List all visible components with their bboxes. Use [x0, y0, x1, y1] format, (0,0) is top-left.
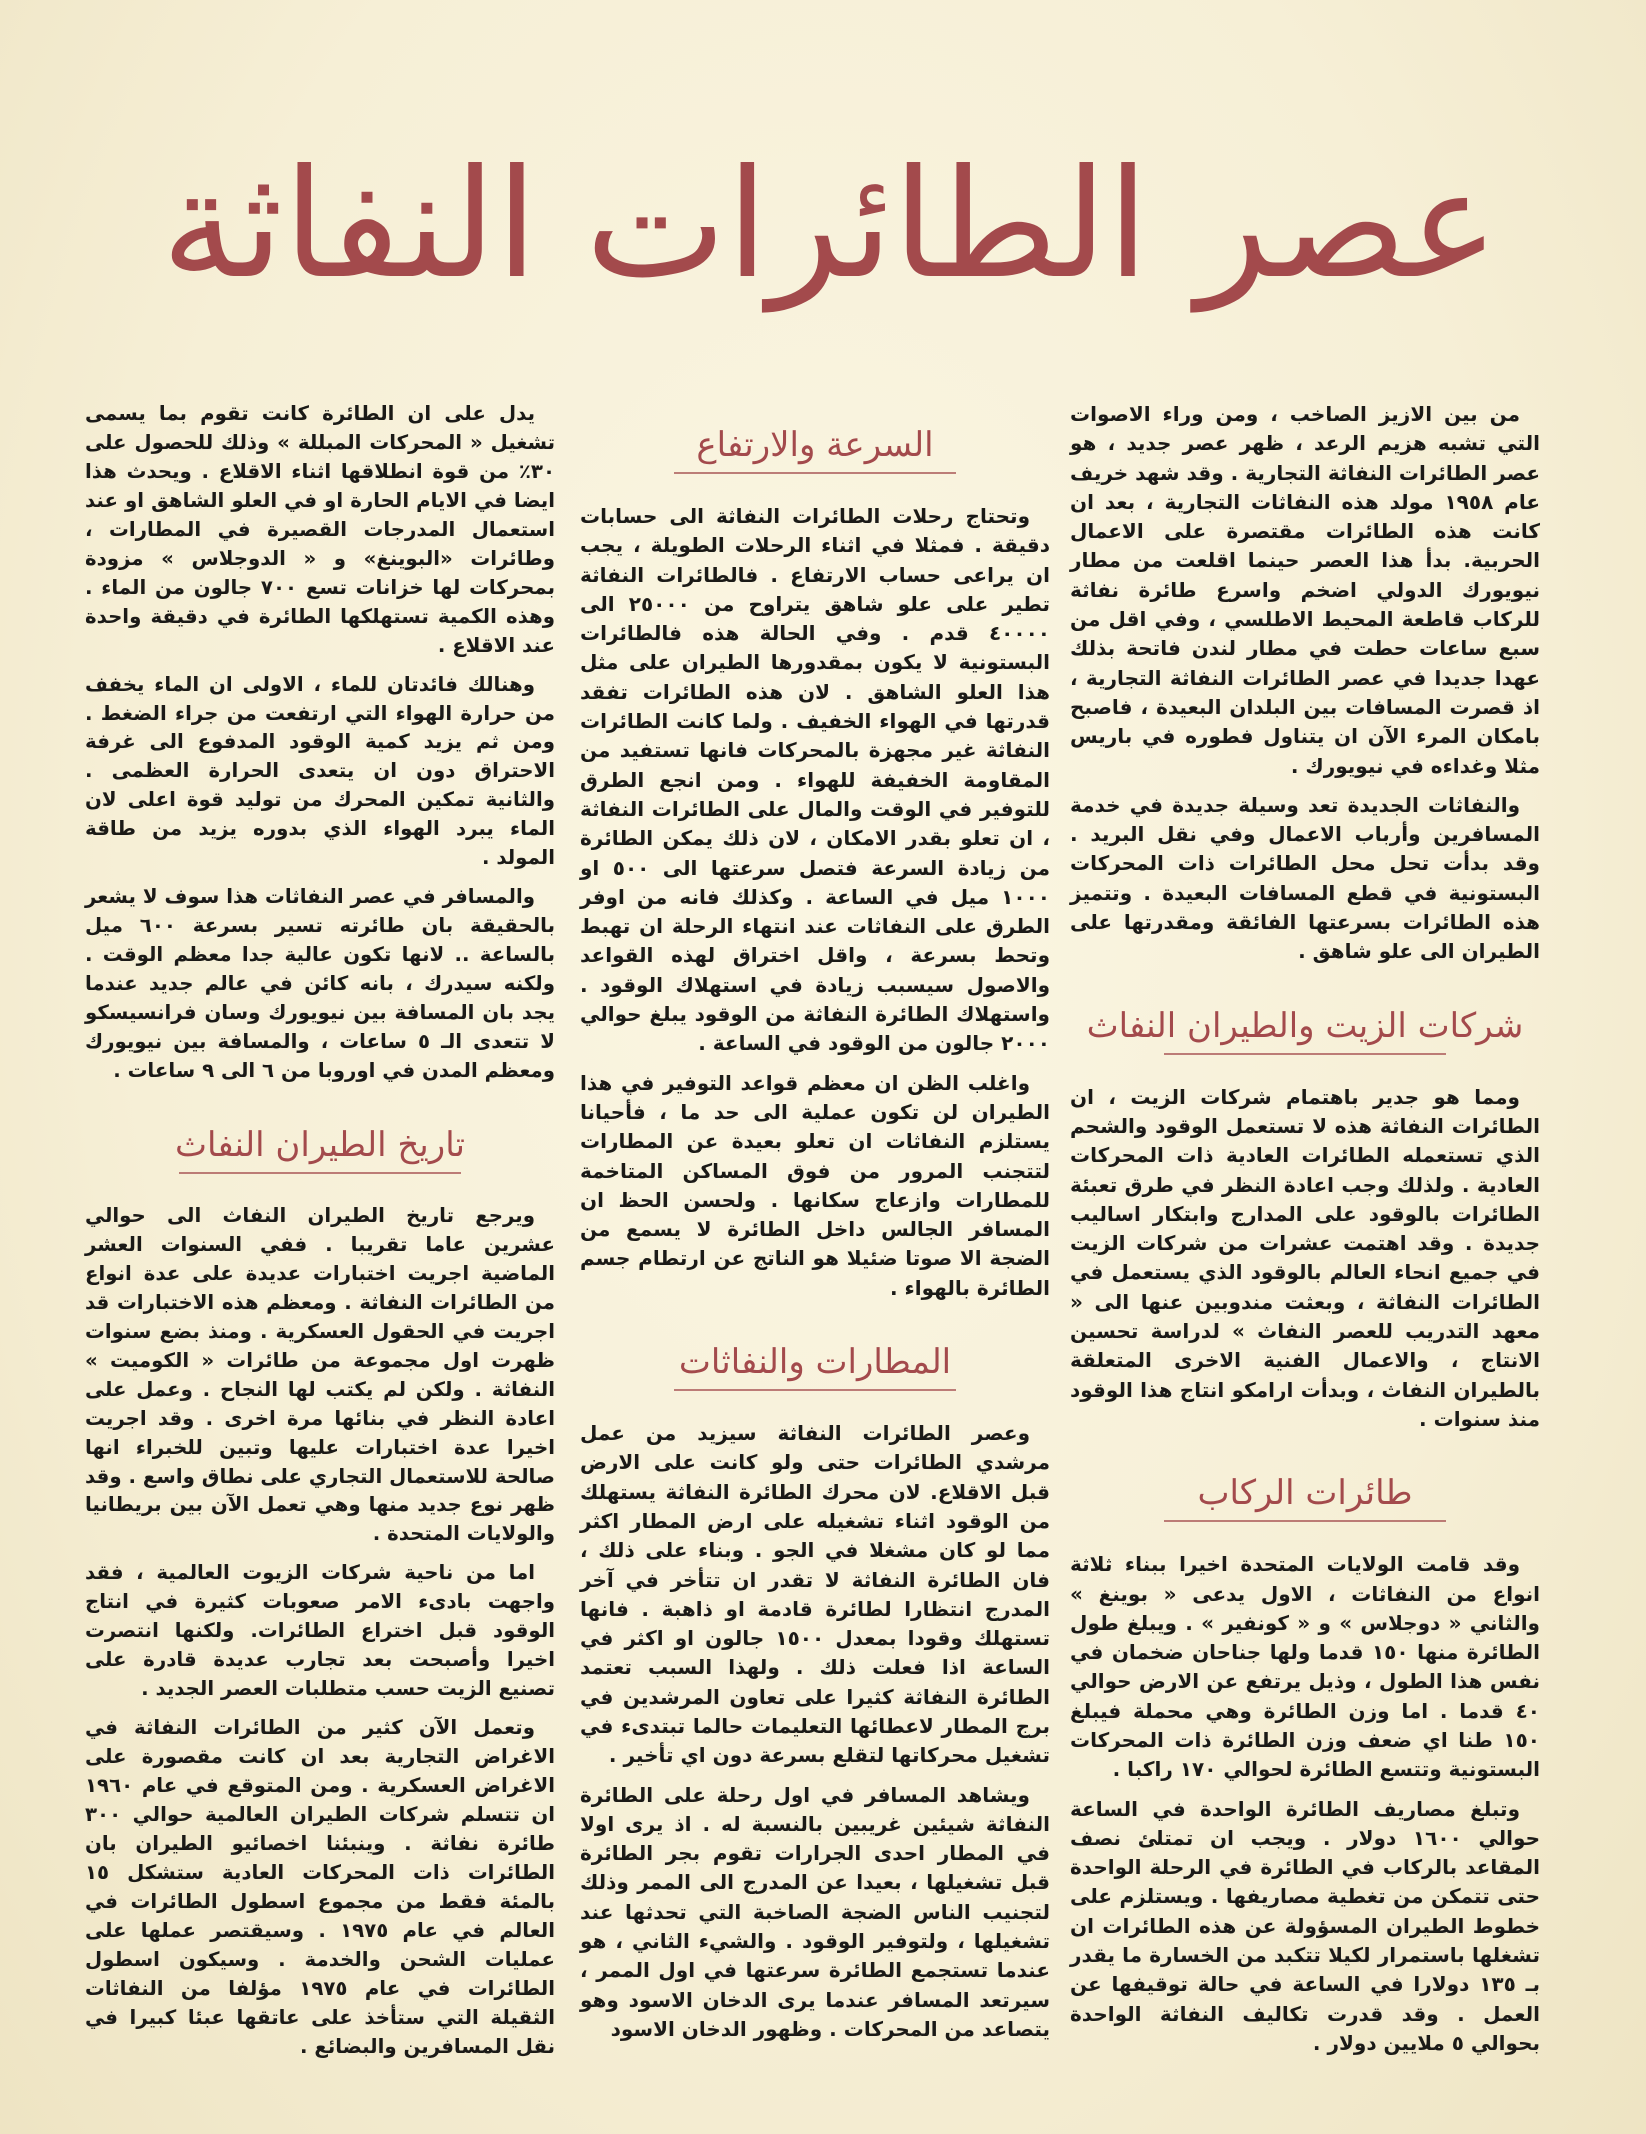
paragraph: والنفاثات الجديدة تعد وسيلة جديدة في خدمة المسافرين وأرباب الاعمال وفي نقل البريد . وقد بدأت تحل محل الطائرات ذات المحركات البستونية في قطع المسافات البعيدة . وتتميز هذه الطائرات بسرعتها الفائقة ومقدرتها على الطيران الى علو شاهق .	[1070, 792, 1540, 964]
article-column-middle	[580, 400, 1050, 2054]
paragraph: وهنالك فائدتان للماء ، الاولى ان الماء يخفف من حرارة الهواء التي ارتفعت من جراء الضغط . ومن ثم يزيد كمية الوقود المدفوع الى غرفة الاحتراق دون ان يتعدى الحرارة العظمى . والثانية تمكين المحرك من توليد قوة اعلى لان الماء يبرد الهواء الذي بدوره يزيد من طاقة المولد .	[85, 672, 555, 870]
page-title: عصر الطائرات النفاثة	[161, 138, 1499, 312]
paragraph: وتبلغ مصاريف الطائرة الواحدة في الساعة حوالي ١٦٠٠ دولار . ويجب ان تمتلئ نصف المقاعد بالركاب في الطائرة في الرحلة الواحدة حتى تتمكن من تغطية مصاريفها . ويستلزم على خطوط الطيران المسؤولة عن هذه الطائرات ان تشغلها باستمرار لكيلا تتكبد من الخسارة ما يقدر بـ ١٣٥ دولارا في الساعة في حالة توقيفها عن العمل . وقد قدرت تكاليف النفاثة الواحدة بحوالي ٥ ملايين دولار .	[1070, 1796, 1541, 2055]
paragraph: من بين الازيز الصاخب ، ومن وراء الاصوات التي تشبه هزيم الرعد ، ظهر عصر جديد ، هو عصر الطائرات النفاثة التجارية . وقد شهد خريف عام ١٩٥٨ مولد هذه النفاثات التجارية ، بعد ان كانت هذه الطائرات مقتصرة على الاعمال الحربية. بدأ هذا العصر حينما اقلعت من مطار نيويورك الدولي اضخم واسرع طائرة نفاثة للركاب قاطعة المحيط الاطلسي ، وفي اقل من سبع ساعات حطت في مطار لندن فاتحة بذلك عهدا جديدا في عصر الطائرات النفاثة التجارية ، اذ قصرت المسافات بين البلدان البعيدة ، فاصبح بامكان المرء الآن ان يتناول فطوره في باريس مثلا وغداءه في نيويورك .	[1070, 402, 1540, 778]
paragraph: والمسافر في عصر النفاثات هذا سوف لا يشعر بالحقيقة بان طائرته تسير بسرعة ٦٠٠ ميل بالساعة .. لانها تكون عالية جدا معظم الوقت . ولكنه سيدرك ، بانه كائن في عالم جديد عندما يجد بان المسافة بين نيويورك وسان فرانسيسكو لا تتعدى الـ ٥ ساعات ، والمسافة بين نيويورك ومعظم المدن في اوروبا من ٦ الى ٩ ساعات .	[85, 885, 556, 1082]
paragraph: وتحتاج رحلات الطائرات النفاثة الى حسابات دقيقة . فمثلا في اثناء الرحلات الطويلة ، يجب ان يراعى حساب الارتفاع . فالطائرات النفاثة تطير على علو شاهق يتراوح من ٢٥٠٠٠ الى ٤٠٠٠٠ قدم . وفي الحالة هذه فالطائرات البستونية لا يكون بمقدورها الطيران على مثل هذا العلو الشاهق . لان هذه الطائرات تفقد قدرتها في الهواء الخفيف . ولما كانت الطائرات النفاثة غير مجهزة بالمحركات فانها تستفيد من المقاومة الخفيفة للهواء . ومن انجع الطرق للتوفير في الوقت والمال على الطائرات النفاثة ، ان تعلو بقدر الامكان ، لان ذلك يمكن الطائرة من زيادة السرعة فتصل سرعتها الى ٥٠٠ او ١٠٠٠ ميل في الساعة . وكذلك فانه من اوفر الطرق على النفاثات عند انتهاء الرحلة ان تهبط وتحط بسرعة ، واقل اختراق لهذه القواعد والاصول سيسبب زيادة في استهلاك الوقود . واستهلاك الطائرة النفاثة من الوقود يبلغ حوالي ٢٠٠٠ جالون من الوقود في الساعة .	[580, 504, 1051, 1056]
article-column-right	[1070, 400, 1540, 2068]
paragraph: يدل على ان الطائرة كانت تقوم بما يسمى تشغيل « المحركات المبللة » وذلك للحصول على ٣٠٪ من قوة انطلاقها اثناء الاقلاع . ويحدث هذا ايضا في الايام الحارة او في العلو الشاهق او عند استعمال المدرجات القصيرة في المطارات ، وطائرات «البوينغ» و « الدوجلاس » مزودة بمحركات لها خزانات تسع ٧٠٠ جالون من الماء . وهذه الكمية تستهلكها الطائرة في دقيقة واحدة عند الاقلاع .	[85, 402, 555, 657]
paragraph: اما من ناحية شركات الزيوت العالمية ، فقد واجهت بادىء الامر صعوبات كثيرة في انتاج الوقود قبل اختراع الطائرات. ولكنها انتصرت اخيرا وأصبحت بعد تجارب عديدة قادرة على تصنيع الزيت حسب متطلبات العصر الجديد .	[85, 1561, 555, 1701]
paragraph: وتعمل الآن كثير من الطائرات النفاثة في الاغراض التجارية بعد ان كانت مقصورة على الاغراض العسكرية . ومن المتوقع في عام ١٩٦٠ ان تتسلم شركات الطيران العالمية حوالي ٣٠٠ طائرة نفاثة . وينبئنا اخصائيو الطيران بان الطائرات ذات المحركات العادية ستشكل ١٥ بالمئة فقط من مجموع اسطول الطائرات في العالم في عام ١٩٧٥ . وسيقتصر عملها على عمليات الشحن والخدمة . وسيكون اسطول الطائرات في عام ١٩٧٥ مؤلفا من النفاثات الثقيلة التي ستأخذ على عاتقها عبئا كبيرا في نقل المسافرين والبضائع .	[85, 1716, 555, 2058]
paragraph: وعصر الطائرات النفاثة سيزيد من عمل مرشدي الطائرات حتى ولو كانت على الارض قبل الاقلاع. لان محرك الطائرة النفاثة يستهلك من الوقود اثناء تشغيله على ارض المطار اكثر مما لو كان مشغلا في الجو . وبناء على ذلك ، فان الطائرة النفاثة لا تقدر ان تتأخر في آخر المدرج انتظارا لطائرة قادمة او ذاهبة . فانها تستهلك وقودا بمعدل ١٥٠٠ جالون او اكثر في الساعة اذا فعلت ذلك . ولهذا السبب تعتمد الطائرة النفاثة كثيرا على تعاون المرشدين في برج المطار لاعطائها التعليمات حالما تبتدىء في تشغيل محركاتها لتقلع بسرعة دون اي تأخير .	[580, 1421, 1051, 1768]
section-heading-airports: المطارات والنفاثات	[580, 1337, 1050, 1391]
section-heading-passenger-planes: طائرات الركاب	[1070, 1468, 1540, 1522]
paragraph: ويرجع تاريخ الطيران النفاث الى حوالي عشرين عاما تقريبا . ففي السنوات العشر الماضية اجريت اختبارات عديدة على عدة انواع من الطائرات النفاثة . ومعظم هذه الاختبارات قد اجريت في الحقول العسكرية . ومنذ بضع سنوات ظهرت اول مجموعة من طائرات « الكوميت » النفاثة . ولكن لم يكتب لها النجاح . وعمل على اعادة النظر في بنائها مرة اخرى . وقد اجريت اخيرا عدة اختبارات عليها وتبين للخبراء انها صالحة للاستعمال التجاري على نطاق واسع . وقد ظهر نوع جديد منها وهي تعمل الآن بين بريطانيا والولايات المتحدة .	[85, 1203, 555, 1546]
section-heading-oil-companies: شركات الزيت والطيران النفاث	[1070, 1001, 1540, 1055]
paragraph: ومما هو جدير باهتمام شركات الزيت ، ان الطائرات النفاثة هذه لا تستعمل الوقود والشحم الذي تستعمله الطائرات العادية ذات المحركات العادية . ولذلك وجب اعادة النظر في طرق تعبئة الطائرات بالوقود على المدارج وابتكار اساليب جديدة . وقد اهتمت عشرات من شركات الزيت في جميع انحاء العالم بالوقود الذي يستعمل في الطائرات النفاثة ، وبعثت مندوبين عنها الى « معهد التدريب للعصر النفاث » لدراسة تحسين الانتاج ، والاعمال الفنية الاخرى المتعلقة بالطيران النفاث ، وبدأت ارامكو انتاج هذا الوقود منذ سنوات .	[1070, 1084, 1540, 1431]
section-heading-speed-altitude: السرعة والارتفاع	[580, 420, 1050, 474]
paragraph: وقد قامت الولايات المتحدة اخيرا ببناء ثلاثة انواع من النفاثات ، الاول يدعى « بوينغ » والثاني « دوجلاس » و « كونفير » . ويبلغ طول الطائرة منها ١٥٠ قدما ولها جناحان ضخمان في نفس هذا الطول ، وذيل يرتفع عن الارض حوالي ٤٠ قدما . اما وزن الطائرة وهي محملة فيبلغ ١٥٠ طنا اي ضعف وزن الطائرة ذات المحركات البستونية وتتسع الطائرة لحوالي ١٧٠ راكبا .	[1070, 1552, 1540, 1782]
paragraph: واغلب الظن ان معظم قواعد التوفير في هذا الطيران لن تكون عملية الى حد ما ، فأحيانا يستلزم النفاثات ان تعلو بعيدة عن المطارات لتتجنب المرور من فوق المساكن المتاخمة للمطارات وازعاج سكانها . ولحسن الحظ ان المسافر الجالس داخل الطائرة لا يسمع من الضجة الا صوتا ضئيلا هو الناتج عن ارتطام جسم الطائرة بالهواء .	[580, 1070, 1050, 1300]
article-column-left	[85, 400, 555, 2072]
paragraph: ويشاهد المسافر في اول رحلة على الطائرة النفاثة شيئين غريبين بالنسبة له . اذ يرى اولا في المطار احدى الجرارات تقوم بجر الطائرة قبل تشغيلها ، بعيدا عن المدرج الى الممر وذلك لتجنيب الناس الضجة الصاخبة التي تحدثها عند تشغيلها ، ولتوفير الوقود . والشيء الثاني ، هو عندما تستجمع الطائرة سرعتها في اول الممر ، سيرتعد المسافر عندما يرى الدخان الاسود وهو يتصاعد من المحركات . وظهور الدخان الاسود	[580, 1782, 1050, 2041]
section-heading-jet-history: تاريخ الطيران النفاث	[85, 1120, 555, 1174]
